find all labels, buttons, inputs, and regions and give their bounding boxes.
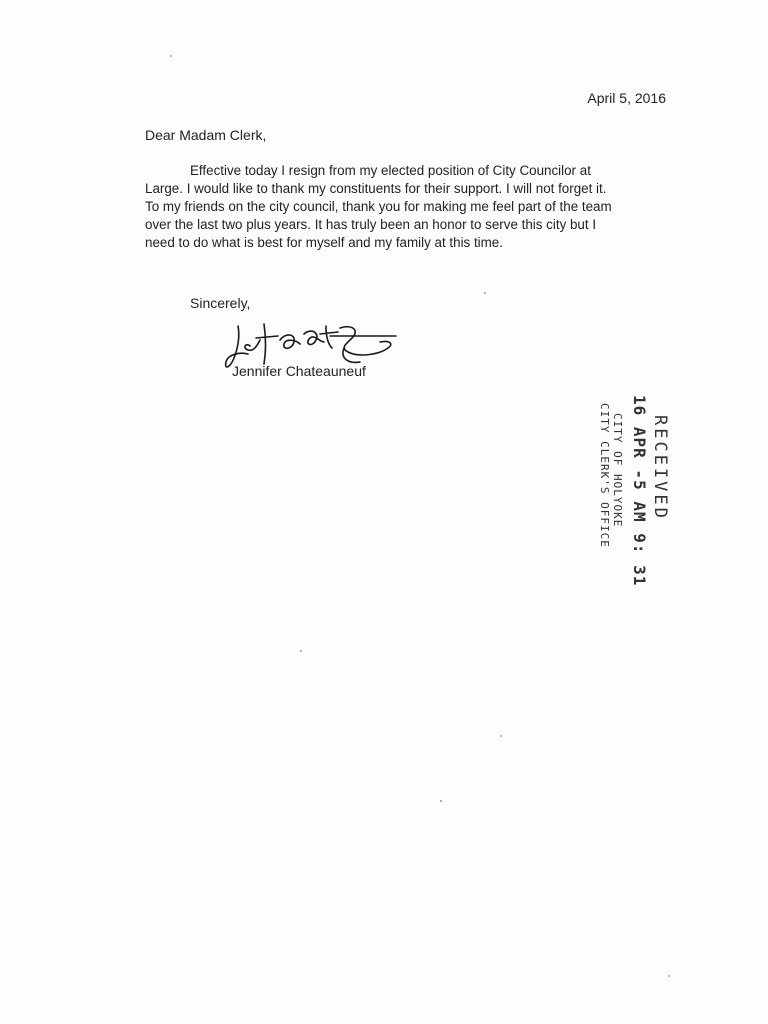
letter-date: April 5, 2016	[587, 90, 666, 106]
body-line: Large. I would like to thank my constituents for their support. I will not forget it.	[145, 181, 607, 196]
scan-speck	[484, 292, 486, 294]
scan-speck	[440, 800, 442, 802]
stamp-city: CITY OF HOLYOKE	[611, 413, 624, 528]
scan-speck	[170, 55, 172, 57]
stamp-datetime: 16 APR -5 AM 9: 31	[630, 395, 649, 587]
salutation: Dear Madam Clerk,	[145, 127, 267, 143]
scan-speck	[500, 735, 502, 737]
stamp-office: CITY CLERK'S OFFICE	[598, 403, 611, 548]
body-line: Effective today I resign from my elected position of City Councilor at	[190, 163, 591, 178]
scan-speck	[668, 975, 670, 977]
body-line: over the last two plus years. It has truly been an honor to serve this city but I	[145, 217, 597, 232]
closing: Sincerely,	[190, 295, 251, 311]
letter-body	[145, 162, 640, 252]
received-stamp	[580, 395, 670, 587]
signer-name: Jennifer Chateauneuf	[232, 363, 366, 379]
body-line: To my friends on the city council, thank you for making me feel part of the team	[145, 199, 612, 214]
stamp-received-label: RECEIVED	[650, 415, 670, 521]
body-line: need to do what is best for myself and my family at this time.	[145, 235, 503, 250]
scan-speck	[300, 650, 302, 652]
